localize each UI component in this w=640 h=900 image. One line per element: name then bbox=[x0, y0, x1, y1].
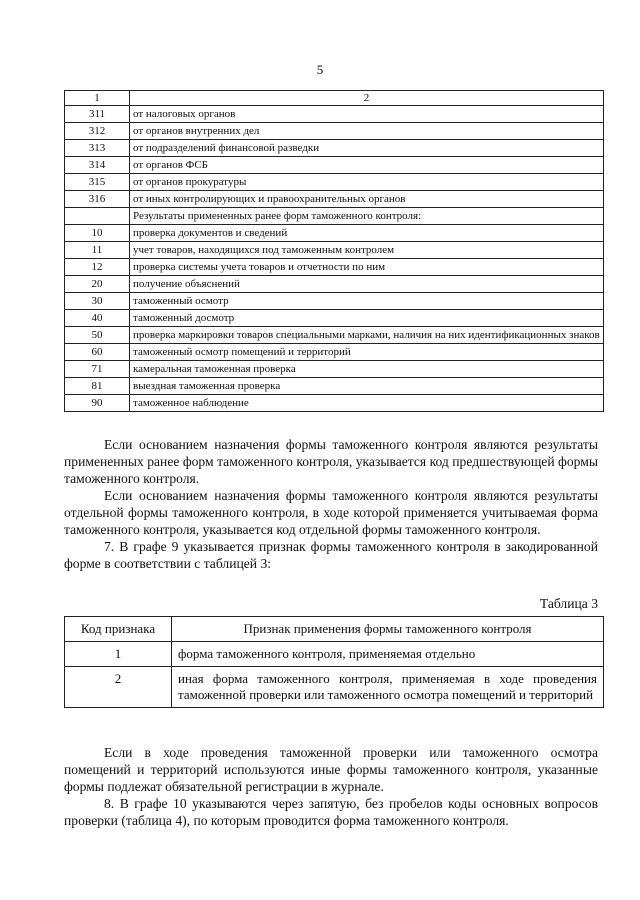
row-code: 314 bbox=[65, 157, 130, 174]
table-header-row bbox=[65, 617, 604, 642]
table-header-row bbox=[65, 91, 604, 106]
row-code: 315 bbox=[65, 174, 130, 191]
table-row bbox=[65, 395, 604, 412]
row-text: от органов прокуратуры bbox=[130, 174, 604, 191]
body-text-section-1 bbox=[64, 436, 598, 572]
paragraph-item-7: 7. В графе 9 указывается признак формы таможенного контроля в закодированной форме в соответствии с таблицей 3: bbox=[64, 539, 598, 571]
row-text: получение объяснений bbox=[130, 276, 604, 293]
row-text: выездная таможенная проверка bbox=[130, 378, 604, 395]
row-text: проверка системы учета товаров и отчетности по ним bbox=[130, 259, 604, 276]
table-row bbox=[65, 242, 604, 259]
paragraph-other-forms-registration: Если в ходе проведения таможенной проверки или таможенного осмотра помещений и территорий используются иные формы таможенного контроля, указанные формы подлежат обязательной регистрации в журнале. bbox=[64, 745, 598, 794]
row-text: проверка маркировки товаров специальными марками, наличия на них идентификационных знаков bbox=[130, 327, 604, 344]
row-text: таможенный осмотр bbox=[130, 293, 604, 310]
row-text: от органов внутренних дел bbox=[130, 123, 604, 140]
table-row bbox=[65, 293, 604, 310]
row-text: иная форма таможенного контроля, применяемая в ходе проведения таможенной проверки или таможенного осмотра помещений и территорий bbox=[172, 667, 604, 708]
row-code: 312 bbox=[65, 123, 130, 140]
body-text-section-2 bbox=[64, 744, 598, 829]
row-text: от налоговых органов bbox=[130, 106, 604, 123]
table-row bbox=[65, 259, 604, 276]
table-row bbox=[65, 191, 604, 208]
row-text: форма таможенного контроля, применяемая отдельно bbox=[172, 642, 604, 667]
row-text: таможенное наблюдение bbox=[130, 395, 604, 412]
paragraph-previous-forms: Если основанием назначения формы таможенного контроля являются результаты примененных ранее форм таможенного контроля, указывается код предшествующей формы таможенного контроля. bbox=[64, 437, 598, 486]
row-code: 313 bbox=[65, 140, 130, 157]
row-code: 81 bbox=[65, 378, 130, 395]
row-code: 40 bbox=[65, 310, 130, 327]
codes-table bbox=[64, 90, 604, 412]
row-code: 50 bbox=[65, 327, 130, 344]
paragraph-separate-form: Если основанием назначения формы таможенного контроля являются результаты отдельной формы таможенного контроля, в ходе которой применяется учитываемая форма таможенного контроля, указывается код отдельной формы таможенного контроля. bbox=[64, 488, 598, 537]
table-row bbox=[65, 327, 604, 344]
table-3 bbox=[64, 616, 604, 708]
table-row bbox=[65, 344, 604, 361]
row-text: таможенный осмотр помещений и территорий bbox=[130, 344, 604, 361]
table-row bbox=[65, 140, 604, 157]
table-row-section-heading bbox=[65, 208, 604, 225]
row-text: камеральная таможенная проверка bbox=[130, 361, 604, 378]
row-code: 12 bbox=[65, 259, 130, 276]
header-sign-description: Признак применения формы таможенного контроля bbox=[172, 617, 604, 642]
row-code: 30 bbox=[65, 293, 130, 310]
row-text: таможенный досмотр bbox=[130, 310, 604, 327]
row-code: 10 bbox=[65, 225, 130, 242]
column-header-1: 1 bbox=[65, 91, 130, 106]
row-code: 20 bbox=[65, 276, 130, 293]
table-3-caption: Таблица 3 bbox=[539, 596, 598, 611]
row-code: 60 bbox=[65, 344, 130, 361]
table-row bbox=[65, 123, 604, 140]
header-code-sign: Код признака bbox=[65, 617, 172, 642]
row-text: от органов ФСБ bbox=[130, 157, 604, 174]
row-code: 11 bbox=[65, 242, 130, 259]
row-code bbox=[65, 208, 130, 225]
table-row bbox=[65, 378, 604, 395]
row-code: 90 bbox=[65, 395, 130, 412]
table-row bbox=[65, 310, 604, 327]
table-row bbox=[65, 106, 604, 123]
table-row bbox=[65, 174, 604, 191]
table-row bbox=[65, 361, 604, 378]
table-row bbox=[65, 225, 604, 242]
row-text: учет товаров, находящихся под таможенным контролем bbox=[130, 242, 604, 259]
row-text: проверка документов и сведений bbox=[130, 225, 604, 242]
paragraph-item-8: 8. В графе 10 указываются через запятую, без пробелов коды основных вопросов проверки (таблица 4), по которым проводится форма таможенного контроля. bbox=[64, 796, 598, 828]
table-row bbox=[65, 276, 604, 293]
table-row bbox=[65, 642, 604, 667]
table-row bbox=[65, 157, 604, 174]
row-code: 71 bbox=[65, 361, 130, 378]
column-header-2: 2 bbox=[130, 91, 604, 106]
row-text: от иных контролирующих и правоохранительных органов bbox=[130, 191, 604, 208]
table-row bbox=[65, 667, 604, 708]
row-code: 311 bbox=[65, 106, 130, 123]
row-code: 1 bbox=[65, 642, 172, 667]
row-code: 2 bbox=[65, 667, 172, 708]
row-code: 316 bbox=[65, 191, 130, 208]
page-number: 5 bbox=[316, 62, 324, 77]
row-text: от подразделений финансовой разведки bbox=[130, 140, 604, 157]
section-heading-text: Результаты примененных ранее форм таможенного контроля: bbox=[130, 208, 604, 225]
